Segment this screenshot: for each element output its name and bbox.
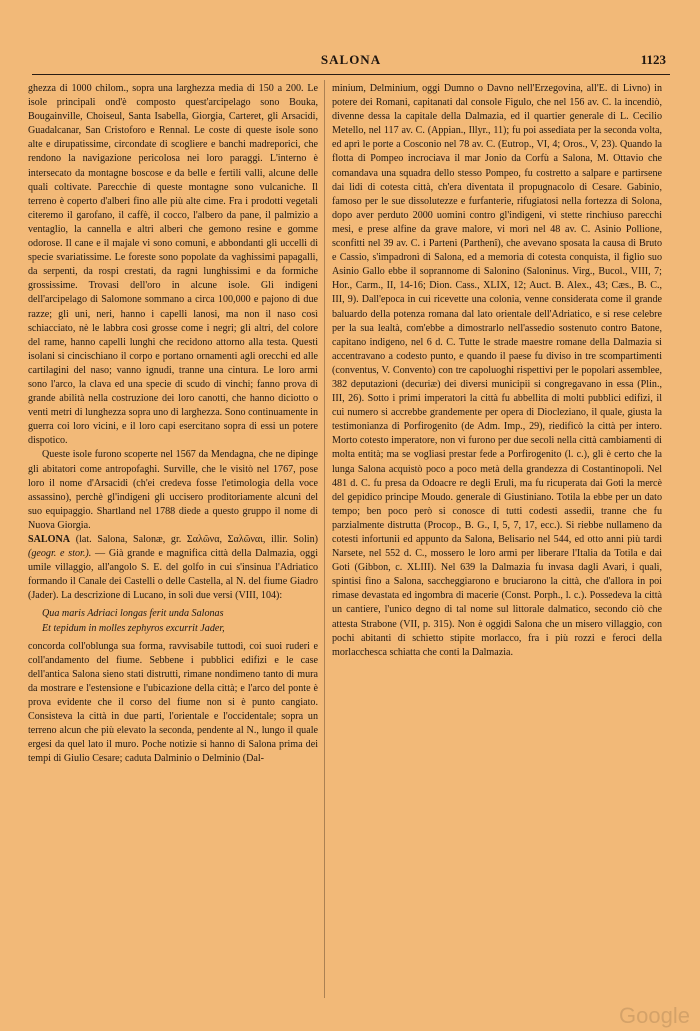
paragraph-ruins: concorda coll'oblunga sua forma, ravvisabile tuttodì, coi suoi ruderi e coll'andamento del fiume. Sebbene i pubblici edifizi e le case dell'antica Salona sieno stati distrutti, rimane nondimeno tanto di mura da mostrare e l'estensione e l'ubicazione della città; e l'arco del ponte è prova evidente che il corso del fiume non si è punto cangiato. Consisteva la città in due parti, l'orientale e l'occidentale; sopra un terreno alcun che più elevato la seconda, pendente al N., lungo il quale ergesi da quel lato il muro. Poche notizie si hanno di Salona prima dei tempi di Giulio Cesare; caduta Dalminio o Delminio (Dal- (28, 640, 318, 765)
column-divider (324, 80, 325, 998)
entry-salona (28, 533, 318, 603)
page-header (32, 50, 670, 72)
paragraph-solomon-islands: ghezza di 1000 chilom., sopra una larghezza media di 150 a 200. Le isole principali ond'è composto quest'arcipelago sono Bouka, Bougainville, Choiseul, Santa Isabella, Giorgia, Carteret, gli Arsacidi, Guadalcanar, San Cristoforo e Rennal. Le coste di queste isole sono alte e dirupatissime, circondate di scogliere e banchi madreporici, che rendono la navigazione pericolosa nei loro paraggi. L'interno è intersecato da montagne boscose e da belle e fertili valli, alcune delle quali coltivate. Parecchie di queste montagne sono vulcaniche. Il terreno è coperto d'alberi fino alle più alte cime. Fra i prodotti vegetali citeremo il garofano, il caffè, il cocco, l'albero da pane, il palmizio a ventaglio, la cannella e altri alberi che gemono resine e gomme odorose. Il cane e il majale vi sono comuni, e abbondanti gli uccelli di specie svariatissime. Le foreste sono popolate da vaghissimi papagalli, da serpenti, da rospi crestati, da ragni lunghissimi e da formiche grossissime. Trovasi dell'oro in alcune isole. Gli indigeni dell'arcipelago di Salomone sommano a circa 100,000 e pajono di due razze; gli uni, neri, hanno i capelli lanosi, ma non il naso così schiacciato, nè le labbra così grosse come i negri; gli altri, del colore del rame, hanno capelli lunghi che recidono attorno alla testa. Questi isolani si cincischiano il corpo e portano ornamenti agli orecchi ed alle cartilagini del naso; vanno ignudi, tranne una cintura. Le loro armi sono l'arco, la clava ed una specie di scudo di vinchi; fanno prova di grande abilità nella costruzione dei loro canotti, che hanno diciotto o venti metri di lunghezza sopra uno di larghezza. Sono continuamente in guerra coi loro vicini, e il loro capi esercitano sopra di essi un potere dispotico. (28, 83, 318, 447)
entry-headword: SALONA (28, 534, 71, 545)
right-column (332, 82, 662, 1000)
entry-body: — Già grande e magnifica città della Dalmazia, oggi umile villaggio, all'angolo S. E. del golfo in cui s'insinua l'Adriatico formando il Canale dei Castelli o delle Castella, al N. del fiume Giadro (Jader). La descrizione di Lucano, in soli due versi (VIII, 104): (28, 548, 318, 602)
lucan-quote (42, 607, 318, 635)
page-number: 1123 (640, 52, 666, 67)
entry-tag: (geogr. e stor.). (28, 548, 92, 560)
entry-etymology: (lat. Salona, Salonæ, gr. Σαλῶνα, Σαλῶναι, illir. Solin) (75, 534, 318, 545)
google-watermark: Google (619, 1003, 690, 1028)
quote-line-1: Qua maris Adriaci longas ferit unda Salonas (42, 608, 224, 620)
paragraph-discovery: Queste isole furono scoperte nel 1567 da Mendagna, che ne dipinge gli abitatori come antropofaghi. Surville, che le visitò nel 1767, pose loro il nome d'Arsacidi (ch'ei credeva fosse l'etimologia della voce assassino), perchè gl'indigeni gli uccisero proditoriamente alcuni del suo equipaggio. Shartland nel 1788 diede a questo gruppo il nome di Nuova Giorgia. (28, 449, 318, 531)
running-head: SALONA (320, 52, 382, 67)
paragraph-history: minium, Delminium, oggi Dumno o Davno nell'Erzegovina, all'E. di Livno) in potere dei Romani, capitanati dal console Figulo, che nel 156 av. C. la incendiò, divenne dessa la capitale della Dalmazia, ed il quartier generale di L. Cecilio Metello, nel 117 av. C. (Appian., Illyr., 11); fu poi assediata per la seconda volta, ed aprì le porte a Cosconio nel 78 av. C. (Eutrop., VI, 4; Oros., V, 23). Quando la flotta di Pompeo incrociava il mar Jonio da Corfù a Salona, M. Ottavio che comandava una squadra dello stesso Pompeo, fu costretto a salpare e partirsene dai lidi di cotesta città, ch'era diventata il propugnacolo di Cesare. Gabinio, famoso per le sue dissolutezze e furfanterie, rifugiatosi nella fortezza di Solona, dopo aver perduto 2000 uomini contro gl'indigeni, vi stette rinchiuso parecchi mesi, e prese alfine da grave malore, vi morì nel 48 av. C. Asinio Pollione, sconfitti nel 39 av. C. i Parteni (Parthenî), che avevano sposata la causa di Bruto e Cassio, s'impadronì di Salona, ed a memoria di cotesta conquista, il figlio suo Asinio Gallo ebbe il soprannome di Salonino (Saloninus. Virg., Bucol., VIII, 7; Hor., Carm., II, 14-16; Dion. Cass., XLIX, 12; Auct. B. Alex., 43; Cæs., B. C., III, 9). Dall'epoca in cui ricevette una colonia, venne considerata come il grande baluardo della potenza romana dal lato orientale dell'Adriatico, e si rese celebre per la sua lealtà, com'ebbe a dimostrarlo nell'assedio sostenuto contro Batone, capitano indigeno, nel 6 d. C. Tutte le strade maestre romane della Dalmazia si accentravano a codesto punto, e quando il paese fu diviso in tre scompartimenti (conventus, V. Convento) con tre capoluoghi rispettivi per le popolari assemblee, 382 deputazioni (decuriæ) dei diversi municipii si congregavano in essa (Plin., III, 26). Sotto i primi imperatori la città fu abbellita di molti pubblici edifizi, il cui numero si accrebbe grandemente per opera di Diocleziano, il quale, giusta la testimonianza di Porfirogenito (de Adm. Imp., 29), riedificò la città per intero. Morto cotesto imperatore, non vi furono per due secoli nella città cambiamenti di molta entità; ma se vogliasi prestar fede a Porfirogenito (l. c.), gli è certo che la lunga Salona acquistò poco a poco metà della grandezza di Costantinopoli. Nel 481 d. C. fu presa da Odoacre re degli Eruli, ma fu ricuperata dai Goti la mercè del gepidico principe Moudo. generale di Giustiniano. Totila la ebbe per un dato tempo; ben poco però si conosce di tutti codesti assedii, tranne che fu parzialmente distrutta (Procop., B. G., I, 5, 7, 17, ecc.). Si riebbe nullameno da cotesti infortunii ed appunto da Salona, Belisario nel 544, ed otto anni più tardi Narsete, nel 552 d. C., mossero le loro armi per liberare l'Italia da Totila e dai Goti (Gibbon, c. XLIII). Nel 639 la Dalmazia fu invasa dagli Avari, i quali, spintisi fino a Salona, saccheggiarono e bruciarono la città, che d'allora in poi rimase devastata ed ingombra di macerie (Const. Porph., l. c.). Possedeva la città un cantiere, l'unico degno di tal nome sul littorale dalmatico, secondo ciò che attesta Strabone (VII, p. 315). Non è oggidì Salona che un misero villaggio, con pochi abitanti di schietto stipite morlacco, fra i più rozzi e feroci della morlacchesca schiatta che conti la Dalmazia. (332, 83, 662, 658)
quote-line-2: Et tepidum in molles zephyros excurrit Jader, (42, 622, 225, 634)
left-column (28, 82, 318, 1000)
header-rule (32, 74, 670, 75)
